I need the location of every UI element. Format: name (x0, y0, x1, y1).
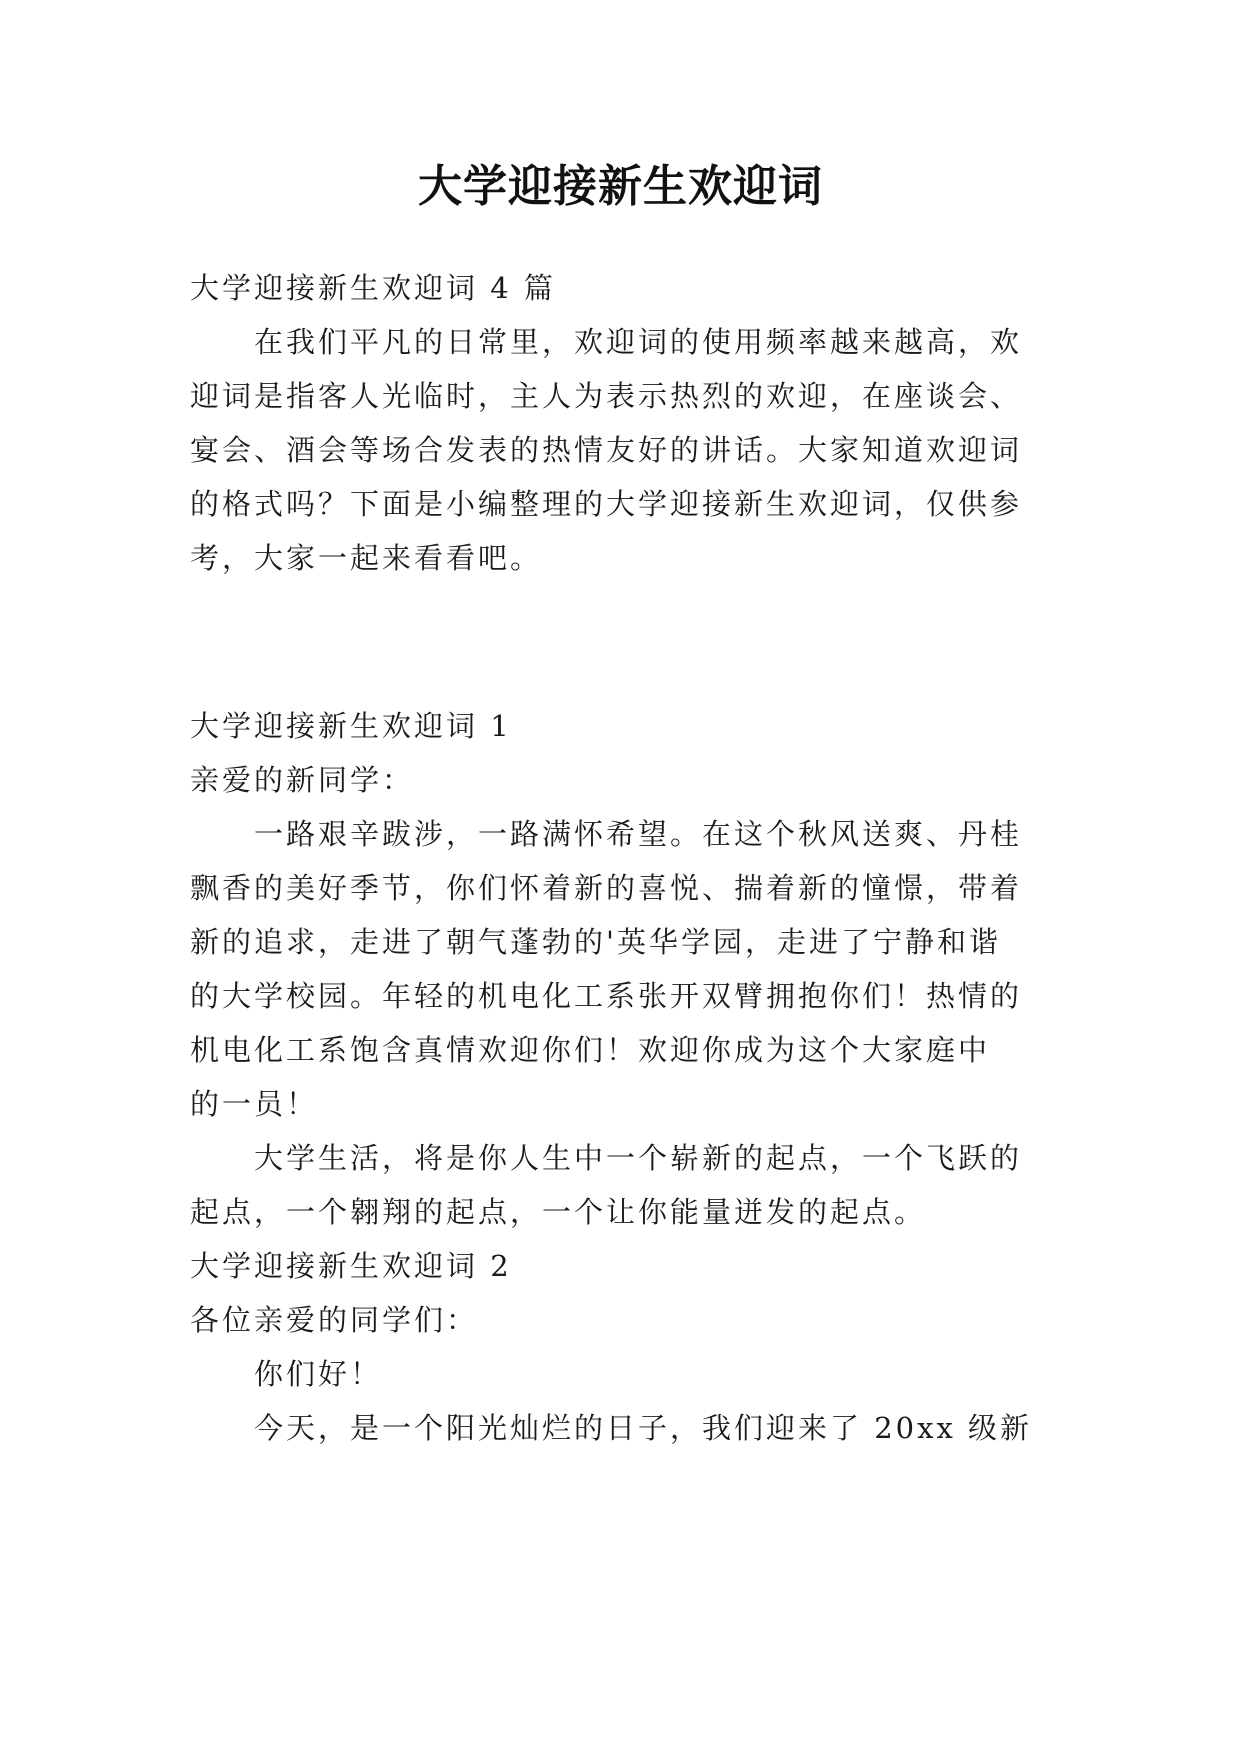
paragraph-line: 大学生活，将是你人生中一个崭新的起点，一个飞跃的 (254, 1141, 1023, 1175)
section-heading: 大学迎接新生欢迎词 1 (190, 709, 512, 743)
section-heading: 大学迎接新生欢迎词 4 篇 (190, 271, 556, 305)
document-title: 大学迎接新生欢迎词 (418, 161, 823, 212)
paragraph-line: 机电化工系饱含真情欢迎你们！欢迎你成为这个大家庭中 (190, 1033, 991, 1067)
paragraph-line: 的大学校园。年轻的机电化工系张开双臂拥抱你们！热情的 (190, 979, 1023, 1013)
greeting: 你们好！ (254, 1357, 383, 1391)
paragraph-line: 今天，是一个阳光灿烂的日子，我们迎来了 20xx 级新 (254, 1411, 1033, 1445)
paragraph-line: 的一员！ (190, 1087, 319, 1121)
salutation: 各位亲爱的同学们： (190, 1303, 479, 1337)
paragraph-line: 新的追求，走进了朝气蓬勃的'英华学园，走进了宁静和谐 (190, 925, 1001, 959)
paragraph-line: 考，大家一起来看看吧。 (190, 541, 543, 575)
paragraph-line: 的格式吗？下面是小编整理的大学迎接新生欢迎词，仅供参 (190, 487, 1023, 521)
paragraph-line: 起点，一个翱翔的起点，一个让你能量迸发的起点。 (190, 1195, 927, 1229)
paragraph-line: 在我们平凡的日常里，欢迎词的使用频率越来越高，欢 (254, 325, 1023, 359)
section-heading: 大学迎接新生欢迎词 2 (190, 1249, 512, 1283)
paragraph-line: 飘香的美好季节，你们怀着新的喜悦、揣着新的憧憬，带着 (190, 871, 1023, 905)
salutation: 亲爱的新同学： (190, 763, 415, 797)
paragraph-line: 宴会、酒会等场合发表的热情友好的讲话。大家知道欢迎词 (190, 433, 1023, 467)
paragraph-line: 迎词是指客人光临时，主人为表示热烈的欢迎，在座谈会、 (190, 379, 1023, 413)
paragraph-line: 一路艰辛跋涉，一路满怀希望。在这个秋风送爽、丹桂 (254, 817, 1023, 851)
